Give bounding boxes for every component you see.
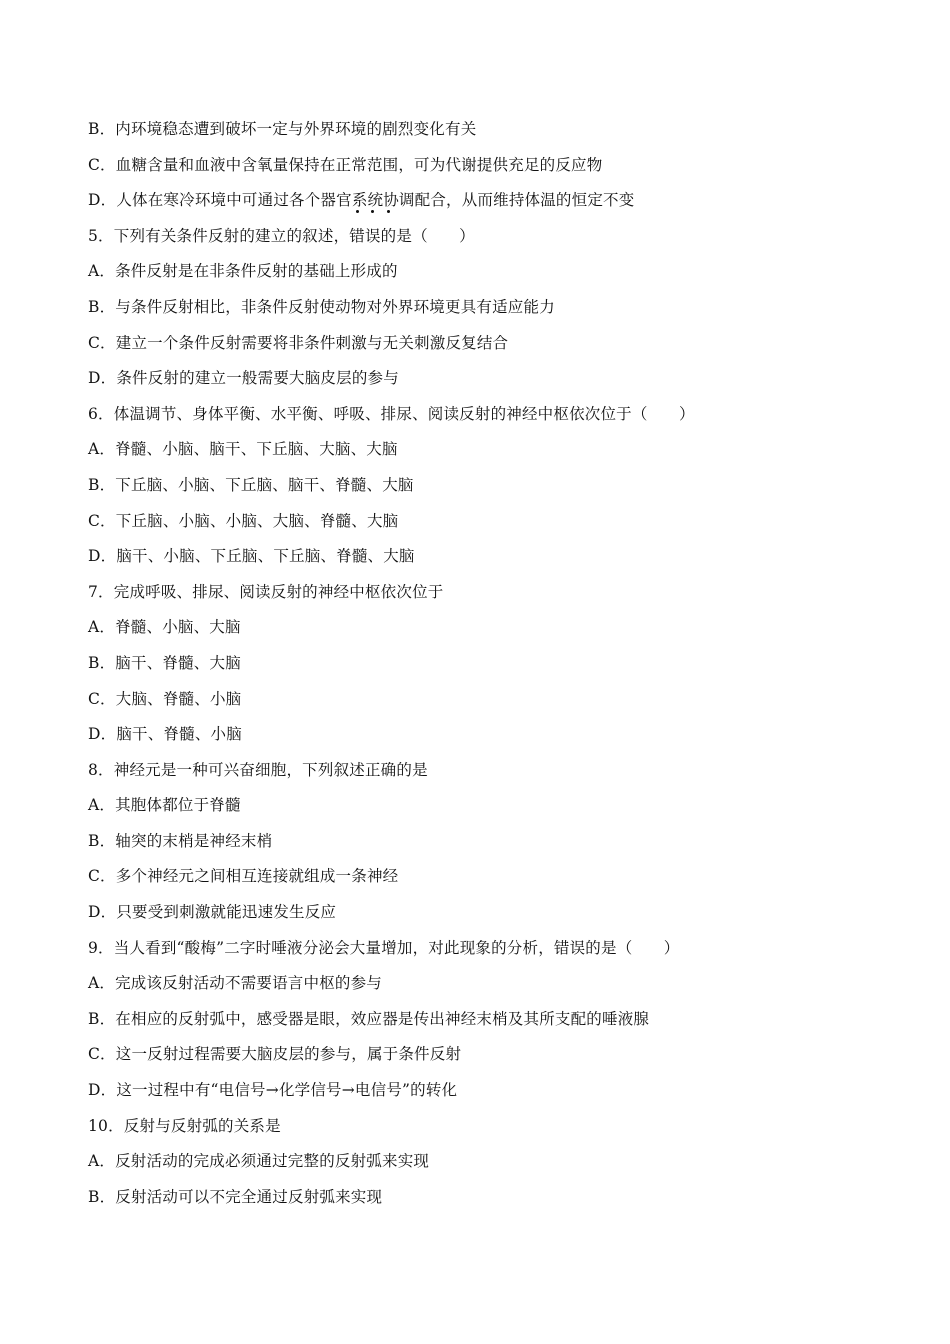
q7-option-d: D．脑干、脊髓、小脑 [88,725,242,744]
q8-option-a: A．其胞体都位于脊髓 [88,796,241,815]
q5-option-a: A．条件反射是在非条件反射的基础上形成的 [88,262,398,281]
q7-option-a: A．脊髓、小脑、大脑 [88,618,241,637]
q8-stem: 8．神经元是一种可兴奋细胞，下列叙述正确的是 [88,760,428,779]
q7-stem: 7．完成呼吸、排尿、阅读反射的神经中枢依次位于 [88,582,444,601]
q9-option-c: C．这一反射过程需要大脑皮层的参与，属于条件反射 [88,1045,462,1064]
q4-option-d: D．人体在寒冷环境中可通过各个器官系统协调配合，从而维持体温的恒定不变 [88,191,635,210]
document-page [88,112,888,1215]
q4-option-b: B．内环境稳态遭到破坏一定与外界环境的剧烈变化有关 [88,120,477,138]
q8-option-c: C．多个神经元之间相互连接就组成一条神经 [88,867,399,886]
q5-option-d: D．条件反射的建立一般需要大脑皮层的参与 [88,369,399,388]
q8-option-b: B．轴突的末梢是神经末梢 [88,831,273,850]
q6-option-b: B．下丘脑、小脑、下丘脑、脑干、脊髓、大脑 [88,475,414,494]
q10-stem: 10．反射与反射弧的关系是 [88,1116,281,1135]
emphasis-dot [387,210,390,213]
emphasis-char [381,219,397,255]
q5-option-c: C．建立一个条件反射需要将非条件刺激与无关刺激反复结合 [88,333,509,352]
q9-option-b: B．在相应的反射弧中，感受器是眼，效应器是传出神经末梢及其所支配的唾液腺 [88,1009,650,1028]
q9-stem: 9．当人看到“酸梅”二字时唾液分泌会大量增加，对此现象的分析，错误的是（ ） [88,938,680,957]
q7-option-b: B．脑干、脊髓、大脑 [88,653,241,672]
q5-stem [88,219,888,255]
emphasis-char-text: 的 [380,226,397,245]
q4-option-c: C．血糖含量和血液中含氧量保持在正常范围，可为代谢提供充足的反应物 [88,155,603,174]
emphasis-char [365,219,381,255]
emphasis-dot [356,210,359,213]
q8-option-d: D．只要受到刺激就能迅速发生反应 [88,903,337,922]
q9-option-a: A．完成该反射活动不需要语言中枢的参与 [88,974,382,993]
q6-stem: 6．体温调节、身体平衡、水平衡、呼吸、排尿、阅读反射的神经中枢依次位于（ ） [88,404,695,423]
q7-option-c: C．大脑、脊髓、小脑 [88,689,242,708]
q5-option-b: B．与条件反射相比，非条件反射使动物对外界环境更具有适应能力 [88,297,555,316]
emphasis-char-text: 错 [349,226,365,245]
q6-option-a: A．脊髓、小脑、脑干、下丘脑、大脑、大脑 [88,440,398,459]
emphasis-char-text: 误 [364,226,381,245]
emphasis-char [349,219,365,255]
q5-stem-prefix: 5．下列有关条件反射的建立的叙述， [88,226,350,245]
q10-option-b: B．反射活动可以不完全通过反射弧来实现 [88,1187,383,1206]
q6-option-d: D．脑干、小脑、下丘脑、下丘脑、脊髓、大脑 [88,547,415,566]
q6-option-c: C．下丘脑、小脑、小脑、大脑、脊髓、大脑 [88,511,399,530]
q9-option-d: D．这一过程中有“电信号→化学信号→电信号”的转化 [88,1081,458,1100]
q5-stem-suffix: 是（ ） [396,226,475,245]
q10-option-a: A．反射活动的完成必须通过完整的反射弧来实现 [88,1152,430,1171]
